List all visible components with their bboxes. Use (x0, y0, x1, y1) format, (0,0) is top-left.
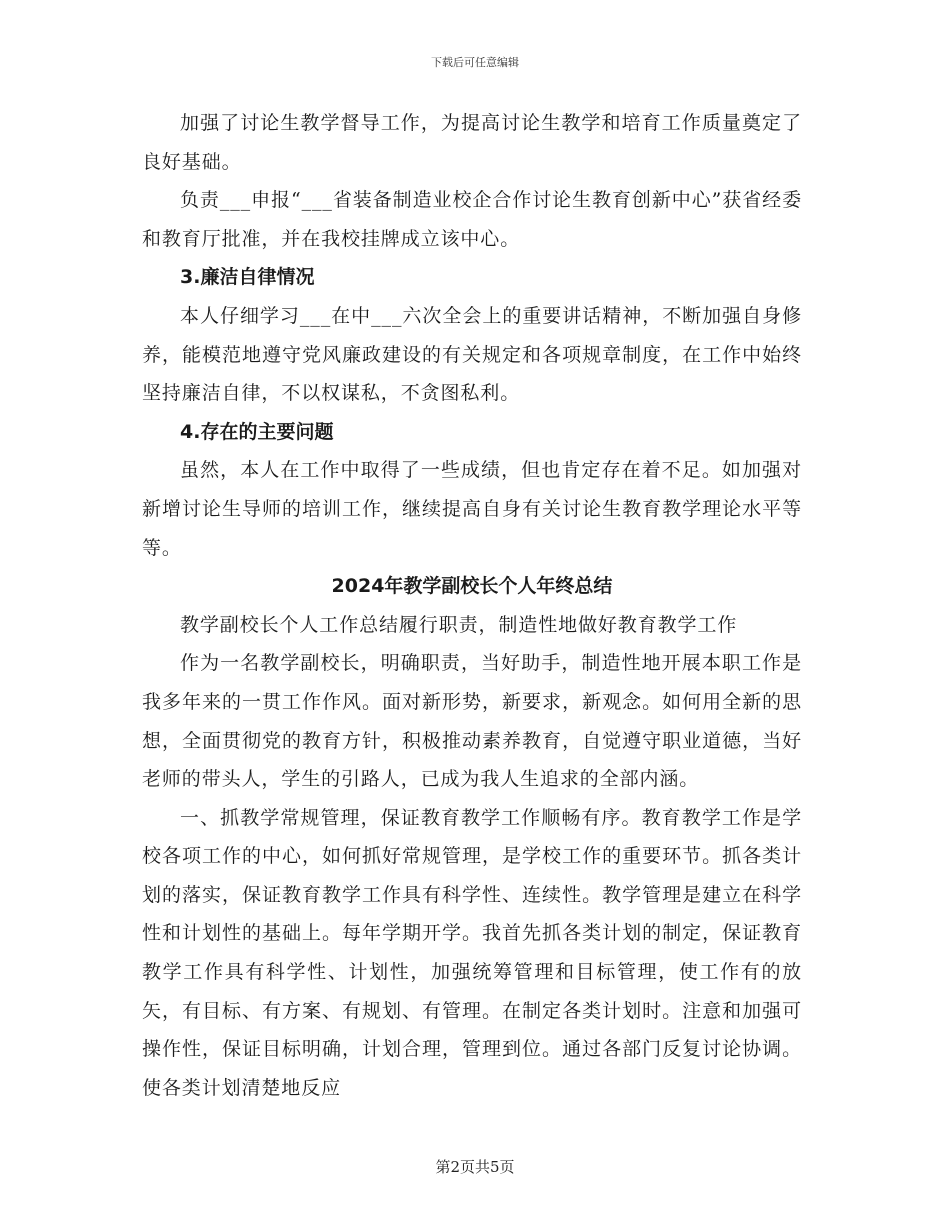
section-heading-problems: 4.存在的主要问题 (180, 420, 334, 443)
paragraph-routine-management: 一、抓教学常规管理，保证教育教学工作顺畅有序。教育教学工作是学校各项工作的中心，如何抓好常规管理，是学校工作的重要环节。抓各类计划的落实，保证教育教学工作具有科学性、连续性。教学管理是建立在科学性和计划性的基础上。每年学期开学。我首先抓各类计划的制定，保证教育教学工作具有科学性、计划性，加强统筹管理和目标管理，使工作有的放矢，有目标、有方案、有规划、有管理。在制定各类计划时。注意和加强可操作性，保证目标明确，计划合理，管理到位。通过各部门反复讨论协调。使各类计划清楚地反应 (142, 806, 802, 1099)
paragraph-innovation-center: 负责___申报“___省装备制造业校企合作讨论生教育创新中心”获省经委和教育厅批准，并在我校挂牌成立该中心。 (142, 189, 802, 250)
paragraph-supervision: 加强了讨论生教学督导工作，为提高讨论生教学和培育工作质量奠定了良好基础。 (142, 112, 802, 173)
paragraph-problems: 虽然，本人在工作中取得了一些成绩，但也肯定存在着不足。如加强对新增讨论生导师的培训工作，继续提高自身有关讨论生教育教学理论水平等等。 (142, 459, 802, 559)
section-heading-integrity: 3.廉洁自律情况 (180, 266, 315, 289)
document-body (142, 104, 802, 1107)
document-title: 2024年教学副校长个人年终总结 (331, 575, 613, 598)
header-note: 下载后可任意编辑 (431, 56, 519, 69)
paragraph-role: 作为一名教学副校长，明确职责，当好助手，制造性地开展本职工作是我多年来的一贯工作作风。面对新形势，新要求，新观念。如何用全新的思想，全面贯彻党的教育方针，积极推动素养教育，自觉遵守职业道德，当好老师的带头人，学生的引路人，已成为我人生追求的全部内涵。 (142, 652, 802, 791)
page-number: 第2页共5页 (435, 1158, 515, 1176)
paragraph-intro: 教学副校长个人工作总结履行职责，制造性地做好教育教学工作 (180, 613, 738, 636)
paragraph-integrity: 本人仔细学习___在中___六次全会上的重要讲话精神，不断加强自身修养，能模范地遵守党风廉政建设的有关规定和各项规章制度，在工作中始终坚持廉洁自律，不以权谋私，不贪图私利。 (142, 304, 802, 405)
